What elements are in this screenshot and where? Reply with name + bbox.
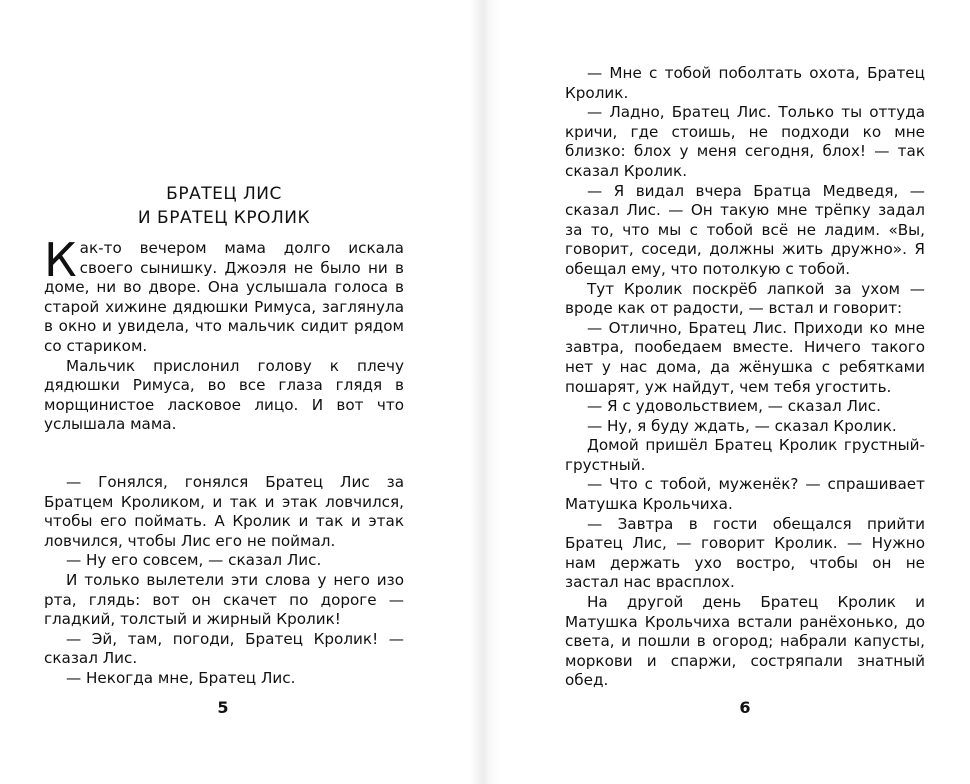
paragraph: — Ну его совсем, — сказал Лис. xyxy=(66,551,322,570)
paragraph: — Что с тобой, муженёк? — спрашивает Матушка Крольчиха. xyxy=(565,475,925,514)
right-page xyxy=(485,0,970,784)
paragraph: — Гонялся, гонялся Братец Лис за Братцем Кроликом, и так и этак ловчился, чтобы его поймать. А Кролик и так и этак ловчился, чтобы Лис его не поймал. xyxy=(44,472,404,550)
paragraph: — Некогда мне, Братец Лис. xyxy=(66,668,296,687)
chapter-title-line2: И БРАТЕЦ КРОЛИК xyxy=(137,208,311,228)
drop-cap: К xyxy=(44,233,77,287)
paragraph: — Я с удовольствием, — сказал Лис. xyxy=(587,397,881,416)
paragraph: — Я видал вчера Братца Медведя, — сказал Лис. — Он такую мне трёпку задал за то, что мы с тобой всё не ладим. «Вы, говорит, соседи, должны жить дружно». Я обещал ему, что потолкую с тобой. xyxy=(565,181,925,278)
paragraph: — Отлично, Братец Лис. Приходи ко мне завтра, пообедаем вместе. Ничего такого нет у нас дома, да жёнушка с ребятками пошарят, уж найдут, чем тебя угостить. xyxy=(565,318,925,396)
paragraph: И только вылетели эти слова у него изо рта, глядь: вот он скачет по дороге — гладкий, толстый и жирный Кролик! xyxy=(44,570,404,629)
paragraph xyxy=(44,233,404,357)
right-text-column xyxy=(565,64,925,691)
chapter-title-line1: БРАТЕЦ ЛИС xyxy=(166,184,282,204)
paragraph: Домой пришёл Братец Кролик грустный-грустный. xyxy=(565,436,925,474)
paragraph: — Ладно, Братец Лис. Только ты оттуда кричи, где стоишь, не подходи ко мне близко: блох у меня сегодня, блох! — так сказал Кролик. xyxy=(565,103,925,180)
paragraph: — Мне с тобой поболтать охота, Братец Кролик. xyxy=(565,64,925,102)
paragraph: На другой день Братец Кролик и Матушка Крольчиха встали ранёхонько, до света, и пошли в огород; набрали капусты, моркови и спаржи, состряпали знатный обед. xyxy=(565,593,925,690)
paragraph: — Ну, я буду ждать, — сказал Кролик. xyxy=(587,416,897,435)
chapter-title xyxy=(44,182,404,230)
paragraph: — Завтра в гости обещался прийти Братец Лис, — говорит Кролик. — Нужно нам держать ухо востро, чтобы он не застал нас врасплох. xyxy=(565,514,925,592)
paragraph: Мальчик прислонил голову к плечу дядюшки Римуса, во все глаза глядя в морщинистое ласковое лицо. И вот что услышала мама. xyxy=(44,356,404,434)
left-text-column xyxy=(44,233,404,688)
paragraph: — Эй, там, погоди, Братец Кролик! — сказал Лис. xyxy=(44,629,404,668)
page-number: 5 xyxy=(217,698,229,717)
page-number: 6 xyxy=(739,698,751,717)
paragraph: Тут Кролик поскрёб лапкой за ухом — вроде как от радости, — встал и говорит: xyxy=(565,279,925,318)
paragraph-text: ак-то вечером мама долго искала своего сынишку. Джоэля не было ни в доме, ни во дворе. Она услышала голоса в старой хижине дядюшки Римуса, заглянула в окно и увидела, что мальчик сидит рядом со стариком. xyxy=(44,239,404,355)
